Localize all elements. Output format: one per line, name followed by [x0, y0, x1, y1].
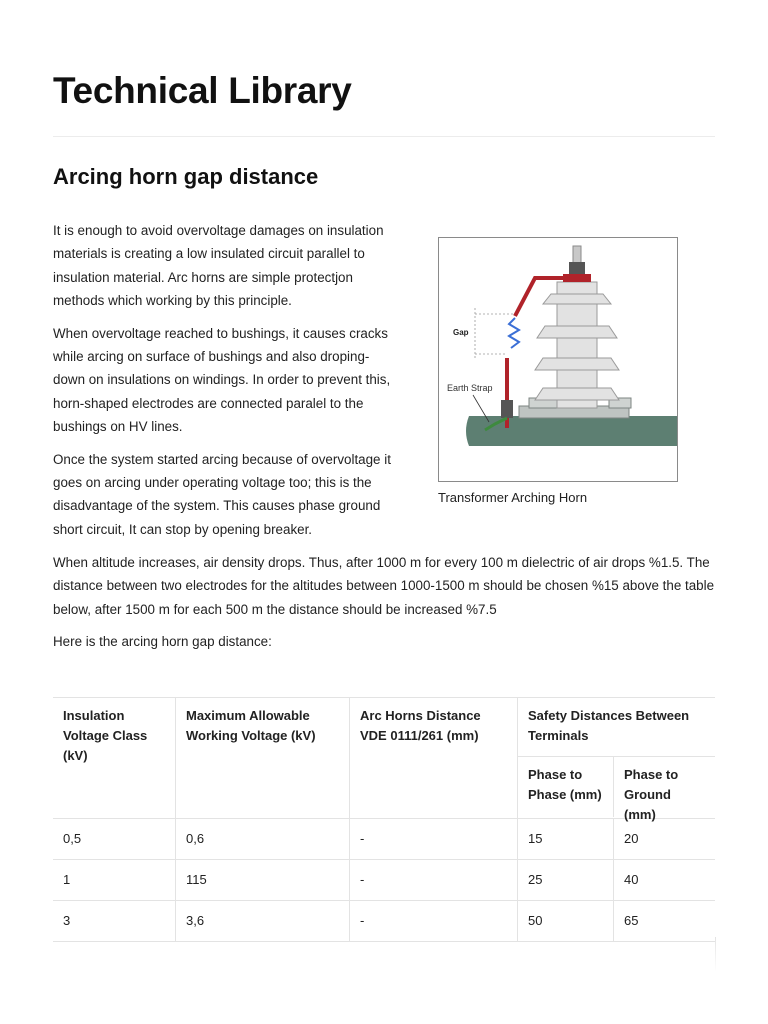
page-title: Technical Library	[53, 70, 352, 111]
altitude-text	[53, 551, 715, 663]
intro-paragraph: It is enough to avoid overvoltage damages on insulation materials is creating a low insulated circuit parallel to insulation material. Arc horns are simple protectjon methods which working by this principle.	[53, 223, 384, 309]
body-paragraph: When altitude increases, air density drops. Thus, after 1000 m for every 100 m dielectric of air drops %1.5. The distance between two electrodes for the altitudes between 1000-1500 m should be chosen %15 above the table below, after 1500 m for each 500 m the distance should be increased %7.5	[53, 555, 715, 617]
header-insulation-class: Insulation Voltage Class (kV)	[53, 698, 176, 818]
table-cell: 1	[53, 860, 176, 900]
table-cell: -	[350, 901, 518, 941]
table-cell: 3,6	[176, 901, 350, 941]
table-cell: 3	[53, 901, 176, 941]
header-safety-group	[518, 698, 715, 822]
intro-text	[53, 219, 393, 550]
gap-distance-table	[53, 697, 715, 942]
arcing-horn-diagram	[439, 238, 677, 481]
table-cell: 15	[518, 819, 614, 859]
gap-dimension	[475, 308, 515, 360]
header-phase-to-phase: Phase to Phase (mm)	[518, 757, 614, 817]
section-title: Arcing horn gap distance	[53, 164, 319, 189]
earth-strap-label: Earth Strap	[447, 383, 493, 393]
header-arc-horn-distance: Arc Horns Distance VDE 0111/261 (mm)	[350, 698, 518, 818]
body-paragraph: Here is the arcing horn gap distance:	[53, 634, 272, 650]
table-scroll-fade	[715, 937, 716, 972]
figure-caption: Transformer Arching Horn	[438, 490, 588, 505]
table-cell: 0,6	[176, 819, 350, 859]
arc-spark	[509, 318, 519, 348]
intro-paragraph: Once the system started arcing because of overvoltage it goes on arcing under operating voltage too; this is the disadvantage of the system. This causes phase ground short circuit, It can stop by opening breaker.	[53, 451, 391, 537]
header-safety-subcolumns	[518, 757, 715, 822]
table-cell: 40	[624, 872, 639, 887]
table-row	[53, 819, 715, 860]
upper-horn-clamp	[563, 274, 591, 282]
top-terminal-nut	[569, 262, 585, 274]
ground-base	[466, 416, 677, 446]
lower-horn-clamp	[501, 400, 513, 418]
title-divider	[53, 136, 715, 137]
intro-paragraph: When overvoltage reached to bushings, it causes cracks while arcing on surface of bushings and also droping-down on insulations on windings. In order to prevent this, horn-shaped electrodes are connected paralel to the bushings on HV lines.	[53, 325, 391, 435]
table-header-row	[53, 698, 715, 822]
table-cell: -	[350, 819, 518, 859]
figure-frame	[438, 237, 678, 482]
gap-label: Gap	[453, 328, 469, 337]
table-cell: 25	[518, 860, 614, 900]
table-cell: 20	[624, 831, 639, 846]
top-terminal-rod	[573, 246, 581, 264]
table-row	[53, 860, 715, 901]
table-cell: 115	[176, 860, 350, 900]
table-cell: 50	[518, 901, 614, 941]
table-cell: -	[350, 860, 518, 900]
insulator-body	[535, 282, 619, 408]
header-phase-to-ground: Phase to Ground (mm)	[624, 767, 679, 822]
table-row	[53, 901, 715, 942]
table-cell: 65	[624, 913, 639, 928]
table-cell: 0,5	[53, 819, 176, 859]
arcing-horn-figure	[438, 237, 678, 505]
header-max-working-voltage: Maximum Allowable Working Voltage (kV)	[176, 698, 350, 818]
header-safety-distances: Safety Distances Between Terminals	[518, 698, 715, 757]
